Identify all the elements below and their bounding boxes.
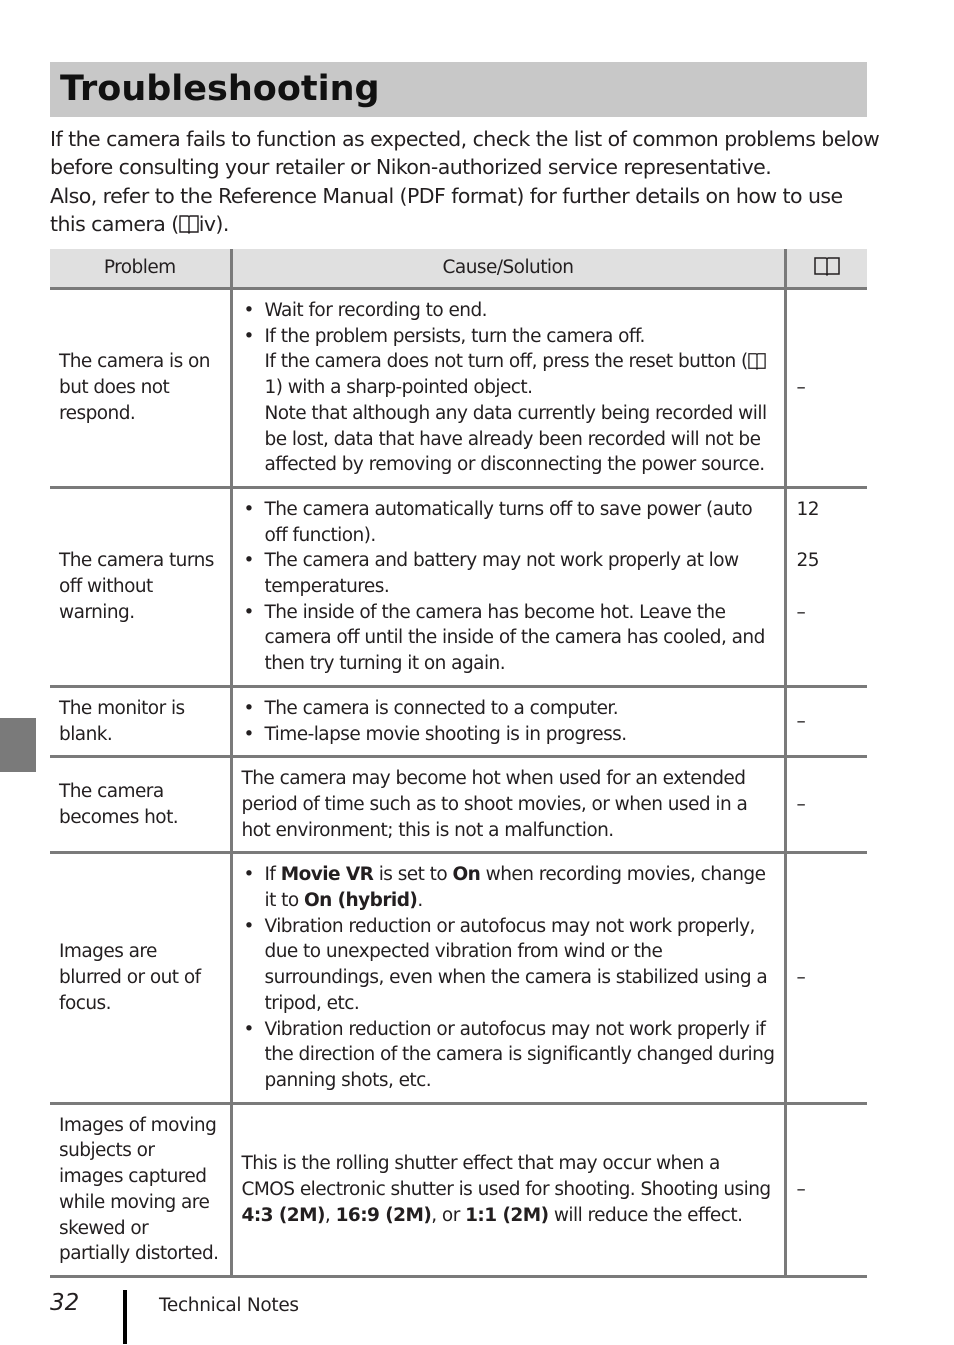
page-ref-cell: – bbox=[785, 853, 867, 1103]
problem-cell: The camera turns off without warning. bbox=[50, 487, 231, 686]
page-title: Troubleshooting bbox=[60, 69, 380, 109]
bullet-item: • The camera and battery may not work properly at low temperatures. bbox=[242, 548, 775, 599]
page-ref: – bbox=[796, 601, 806, 623]
table-row bbox=[50, 757, 867, 853]
problem-cell: The monitor is blank. bbox=[50, 686, 231, 756]
page-ref: 25 bbox=[796, 550, 819, 572]
intro-text bbox=[50, 126, 880, 240]
page-ref-list bbox=[797, 497, 859, 651]
cause-cell bbox=[231, 289, 785, 488]
table-row bbox=[50, 686, 867, 756]
book-icon bbox=[179, 214, 199, 234]
bullet-item: • Wait for recording to end. bbox=[242, 298, 775, 324]
page-ref-cell: – bbox=[785, 1103, 867, 1276]
bullet-item: • If Movie VR is set to On when recording movies, change it to On (hybrid). bbox=[242, 862, 775, 913]
problem-cell: Images are blurred or out of focus. bbox=[50, 853, 231, 1103]
bullet-item: • Vibration reduction or autofocus may not work properly, due to unexpected vibration from wind or the surroundings, even when the camera is stabilized using a tripod, etc. bbox=[242, 914, 775, 1017]
book-icon bbox=[748, 352, 766, 370]
header-problem: Problem bbox=[50, 249, 231, 289]
section-side-tab bbox=[0, 718, 36, 772]
header-cause-solution: Cause/Solution bbox=[231, 249, 785, 289]
bullet-item: • The camera is connected to a computer. bbox=[242, 696, 775, 722]
header-page-reference bbox=[785, 249, 867, 289]
bullet-item: • The camera automatically turns off to save power (auto off function). bbox=[242, 497, 775, 548]
intro-paragraph-2: Also, refer to the Reference Manual (PDF format) for further details on how to use this camera ( iv). bbox=[50, 184, 843, 236]
problem-cell: The camera is on but does not respond. bbox=[50, 289, 231, 488]
cause-cell bbox=[231, 686, 785, 756]
problem-cell: Images of moving subjects or images captured while moving are skewed or partially distorted. bbox=[50, 1103, 231, 1276]
table-row bbox=[50, 853, 867, 1103]
page-ref-cell: – bbox=[785, 757, 867, 853]
cause-cell: The camera may become hot when used for an extended period of time such as to shoot movies, or when used in a hot environment; this is not a malfunction. bbox=[231, 757, 785, 853]
intro-paragraph-1: If the camera fails to function as expected, check the list of common problems below before consulting your retailer or Nikon-authorized service representative. bbox=[50, 127, 880, 179]
cause-cell: This is the rolling shutter effect that may occur when a CMOS electronic shutter is used for shooting. Shooting using 4:3 (2M), 16:9 (2M), or 1:1 (2M) will reduce the effect. bbox=[231, 1103, 785, 1276]
section-name: Technical Notes bbox=[159, 1295, 299, 1316]
page-ref-cell: – bbox=[785, 686, 867, 756]
troubleshooting-table bbox=[50, 249, 867, 1278]
bullet-item: • Vibration reduction or autofocus may not work properly if the direction of the camera is significantly changed during panning shots, etc. bbox=[242, 1017, 775, 1094]
page-number: 32 bbox=[50, 1290, 80, 1316]
table-row bbox=[50, 487, 867, 686]
table-row bbox=[50, 1103, 867, 1276]
problem-cell: The camera becomes hot. bbox=[50, 757, 231, 853]
footer-divider bbox=[123, 1290, 127, 1344]
table-row bbox=[50, 289, 867, 488]
cause-cell bbox=[231, 853, 785, 1103]
page-ref-cell: – bbox=[785, 289, 867, 488]
bullet-item: • If the problem persists, turn the camera off. If the camera does not turn off, press the reset button (1) with a sharp-pointed object. Note that although any data currently being recorded will be lost, data that have already been recorded will not be affected by removing or disconnecting the power source. bbox=[242, 324, 775, 478]
cause-cell bbox=[231, 487, 785, 686]
bullet-item: • Time-lapse movie shooting is in progress. bbox=[242, 722, 775, 748]
title-bar bbox=[50, 62, 867, 117]
book-icon bbox=[813, 255, 841, 277]
page-ref-cell bbox=[785, 487, 867, 686]
bullet-item: • The inside of the camera has become hot. Leave the camera off until the inside of the camera has cooled, and then try turning it on again. bbox=[242, 600, 775, 677]
page-ref: 12 bbox=[796, 498, 819, 520]
table-header-row bbox=[50, 249, 867, 289]
